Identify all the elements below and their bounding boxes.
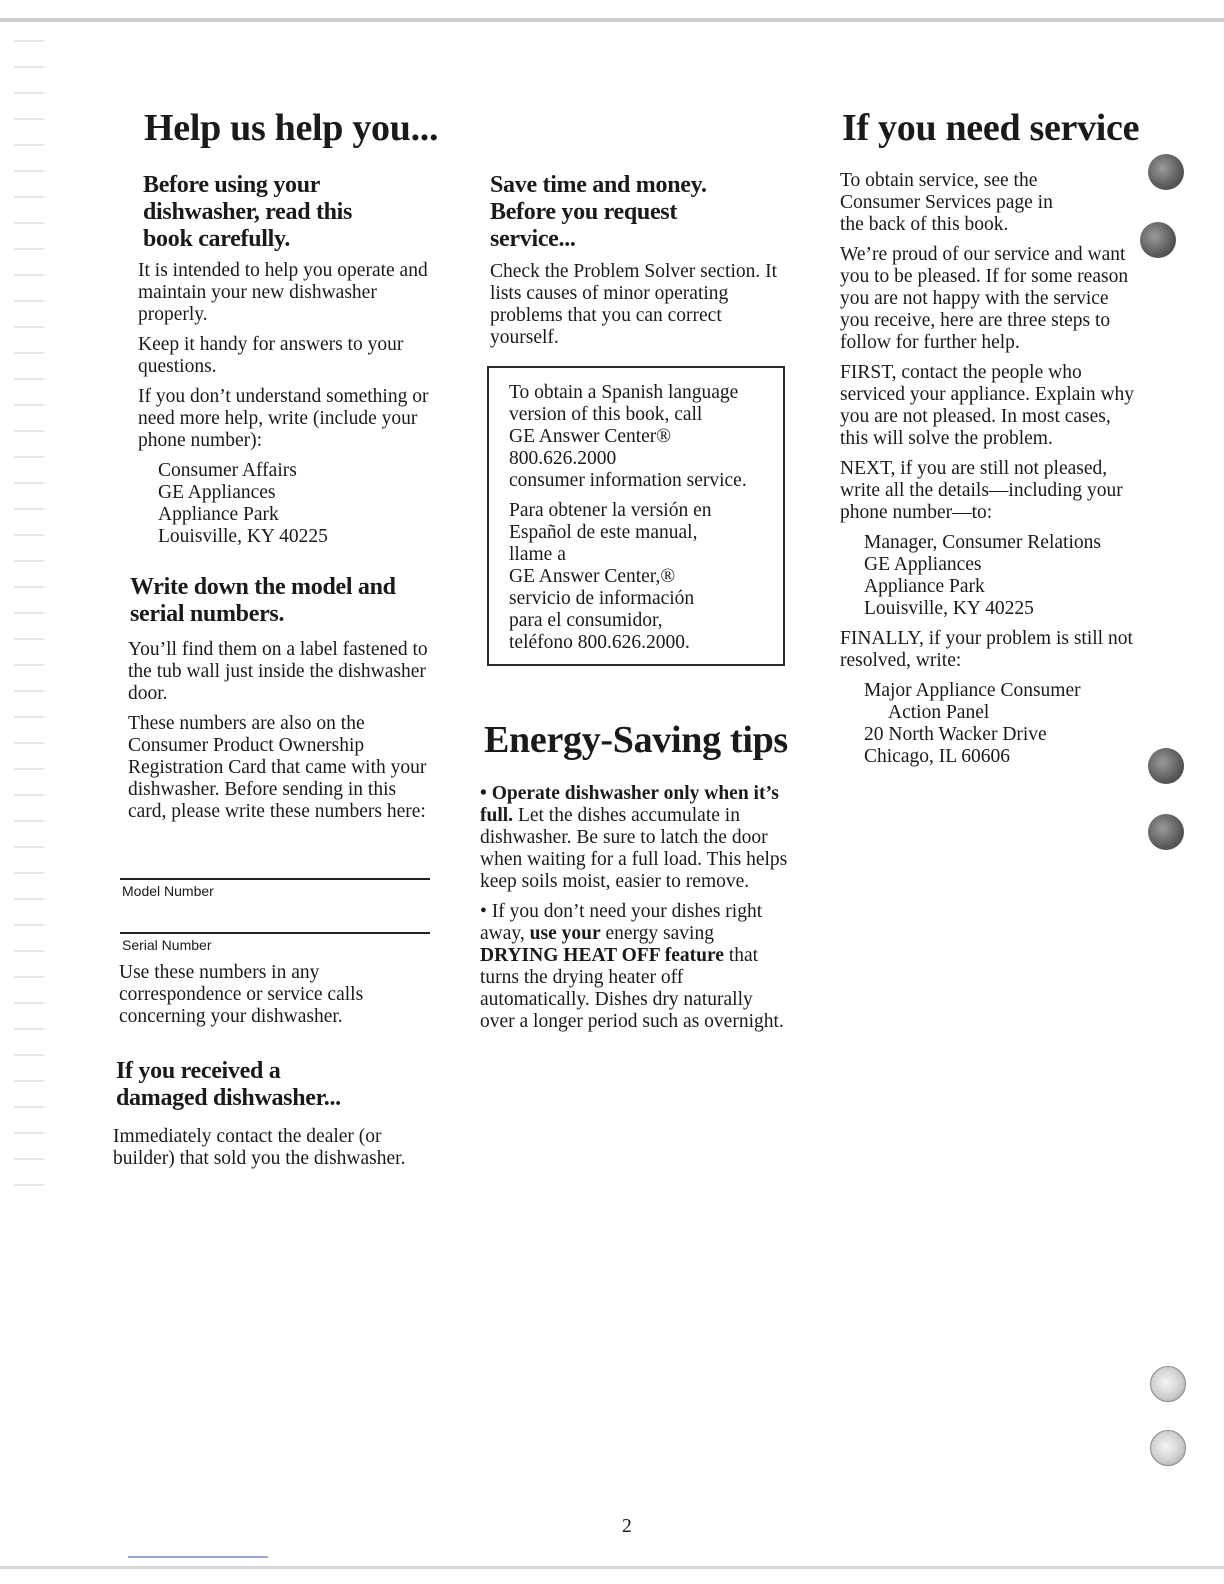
left-scan-margin	[14, 40, 44, 1200]
write-us-paragraph: If you don’t understand something or need more help, write (include your phone number):	[138, 386, 429, 451]
spanish-version-box	[487, 366, 785, 666]
save-time-heading: Save time and money. Before you request service...	[490, 172, 707, 252]
bottom-scan-rule	[0, 1566, 1224, 1569]
label-location-paragraph: You’ll find them on a label fastened to the tub wall just inside the dishwasher door.	[128, 639, 428, 704]
binder-hole-icon	[1148, 814, 1184, 850]
top-scan-rule	[0, 18, 1224, 22]
keep-handy-paragraph: Keep it handy for answers to your questions.	[138, 334, 404, 377]
model-number-line[interactable]	[120, 878, 430, 880]
model-number-label: Model Number	[122, 883, 214, 899]
first-step-paragraph: FIRST, contact the people who serviced your appliance. Explain why you are not pleased. In most cases, this will solve the problem.	[840, 362, 1135, 449]
binder-hole-icon	[1148, 154, 1184, 190]
before-using-section	[138, 260, 436, 556]
before-using-heading: Before using your dishwasher, read this book carefully.	[143, 172, 353, 252]
consumer-relations-address: Manager, Consumer Relations GE Appliances Appliance Park Louisville, KY 40225	[864, 532, 1101, 619]
finally-step-paragraph: FINALLY, if your problem is still not resolved, write:	[840, 628, 1133, 671]
energy-saving-title: Energy-Saving tips	[484, 719, 788, 761]
proud-of-service-paragraph: We’re proud of our service and want you to be pleased. If for some reason you are not happy with the service you receive, here are three steps to follow for further help.	[840, 244, 1129, 353]
serial-number-label: Serial Number	[122, 937, 212, 953]
next-step-paragraph: NEXT, if you are still not pleased, write all the details—including your phone number—to:	[840, 458, 1123, 523]
serial-numbers-section	[128, 639, 428, 831]
consumer-affairs-address: Consumer Affairs GE Appliances Appliance Park Louisville, KY 40225	[158, 460, 328, 547]
bottom-scan-mark	[128, 1556, 268, 1558]
obtain-service-paragraph: To obtain service, see the Consumer Services page in the back of this book.	[840, 170, 1053, 235]
binder-hole-icon	[1140, 222, 1176, 258]
spanish-box-spanish: Para obtener la versión en Español de este manual, llame a GE Answer Center,® servicio de información para el consumidor, teléfono 800.626.2000.	[509, 500, 712, 653]
damaged-dishwasher-heading: If you received a damaged dishwasher...	[116, 1058, 341, 1111]
page-number: 2	[622, 1516, 632, 1537]
energy-tips-section	[480, 783, 790, 1041]
page-title: Help us help you...	[144, 107, 439, 149]
binder-hole-icon	[1150, 1430, 1186, 1466]
damaged-dishwasher-paragraph: Immediately contact the dealer (or builder) that sold you the dishwasher.	[113, 1126, 406, 1169]
intro-paragraph: It is intended to help you operate and maintain your new dishwasher properly.	[138, 260, 428, 325]
energy-tip-drying-heat: • If you don’t need your dishes right away, use your energy saving DRYING HEAT OFF feature that turns the drying heater off automatically. Dishes dry naturally over a longer period such as overnight.	[480, 901, 784, 1032]
serial-numbers-heading: Write down the model and serial numbers.	[130, 574, 396, 627]
use-numbers-paragraph: Use these numbers in any correspondence or service calls concerning your dishwasher.	[119, 962, 364, 1027]
binder-hole-icon	[1148, 748, 1184, 784]
problem-solver-paragraph: Check the Problem Solver section. It lists causes of minor operating problems that you can correct yourself.	[490, 261, 778, 348]
service-section	[840, 170, 1140, 776]
binder-hole-icon	[1150, 1366, 1186, 1402]
serial-number-line[interactable]	[120, 932, 430, 934]
service-title: If you need service	[842, 107, 1140, 149]
energy-tip-full-load: • Operate dishwasher only when it’s full. Let the dishes accumulate in dishwasher. Be sure to latch the door when waiting for a full load. This helps keep soils moist, easier to remove.	[480, 783, 788, 892]
registration-card-paragraph: These numbers are also on the Consumer Product Ownership Registration Card that came with your dishwasher. Before sending in this card, please write these numbers here:	[128, 713, 427, 822]
spanish-box-english: To obtain a Spanish language version of this book, call GE Answer Center® 800.626.2000 consumer information service.	[509, 382, 747, 491]
action-panel-address: Major Appliance Consumer Action Panel 20 North Wacker Drive Chicago, IL 60606	[864, 680, 1081, 767]
